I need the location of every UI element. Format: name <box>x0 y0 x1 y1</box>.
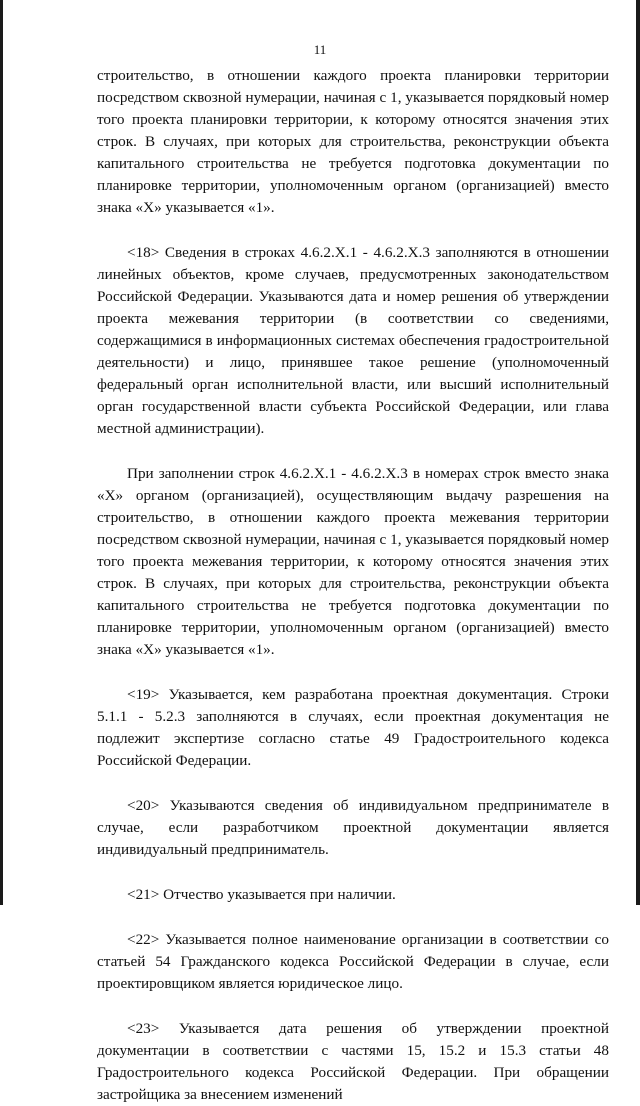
footnote-22: <22> Указывается полное наименование организации в соответствии со статьей 54 Гражданского кодекса Российской Федерации в случае, если проектировщиком является юридическое лицо. <box>97 931 609 992</box>
paragraph-continuation: строительство, в отношении каждого проекта планировки территории посредством сквозной нумерации, начиная с 1, указывается порядковый номер того проекта планировки территории, к которому относятся значения этих строк. В случаях, при которых для строительства, реконструкции объекта капитального строительства не требуется подготовка документации по планировке территории, уполномоченным органом (организацией) вместо знака «Х» указывается «1». <box>97 67 609 216</box>
footnote-20: <20> Указываются сведения об индивидуальном предпринимателе в случае, если разработчиком проектной документации является индивидуальный предприниматель. <box>97 797 609 858</box>
page-number: 11 <box>313 42 327 57</box>
scan-border-right <box>636 0 640 905</box>
document-body <box>97 65 609 1106</box>
scan-border-left <box>0 0 3 905</box>
footnote-19: <19> Указывается, кем разработана проектная документация. Строки 5.1.1 - 5.2.3 заполняются в случаях, если проектная документация не подлежит экспертизе согласно статье 49 Градостроительного кодекса Российской Федерации. <box>97 686 609 769</box>
footnote-18: <18> Сведения в строках 4.6.2.Х.1 - 4.6.2.Х.3 заполняются в отношении линейных объектов, кроме случаев, предусмотренных законодательством Российской Федерации. Указываются дата и номер решения об утверждении проекта межевания территории (в соответствии со сведениями, содержащимися в информационных системах обеспечения градостроительной деятельности) и лицо, принявшее такое решение (уполномоченный федеральный орган исполнительной власти, или высший исполнительный орган государственной власти субъекта Российской Федерации, или глава местной администрации). <box>97 244 609 437</box>
paragraph-filling-rules: При заполнении строк 4.6.2.Х.1 - 4.6.2.Х.3 в номерах строк вместо знака «Х» органом (организацией), осуществляющим выдачу разрешения на строительство, в отношении каждого проекта межевания территории посредством сквозной нумерации, начиная с 1, указывается порядковый номер того проекта межевания территории, к которому относятся значения этих строк. В случаях, при которых для строительства, реконструкции объекта капитального строительства не требуется подготовка документации по планировке территории, уполномоченным органом (организацией) вместо знака «Х» указывается «1». <box>97 465 609 658</box>
footnote-21: <21> Отчество указывается при наличии. <box>127 886 396 903</box>
footnote-23: <23> Указывается дата решения об утверждении проектной документации в соответствии с частями 15, 15.2 и 15.3 статьи 48 Градостроительного кодекса Российской Федерации. При обращении застройщика за внесением изменений <box>97 1020 609 1103</box>
